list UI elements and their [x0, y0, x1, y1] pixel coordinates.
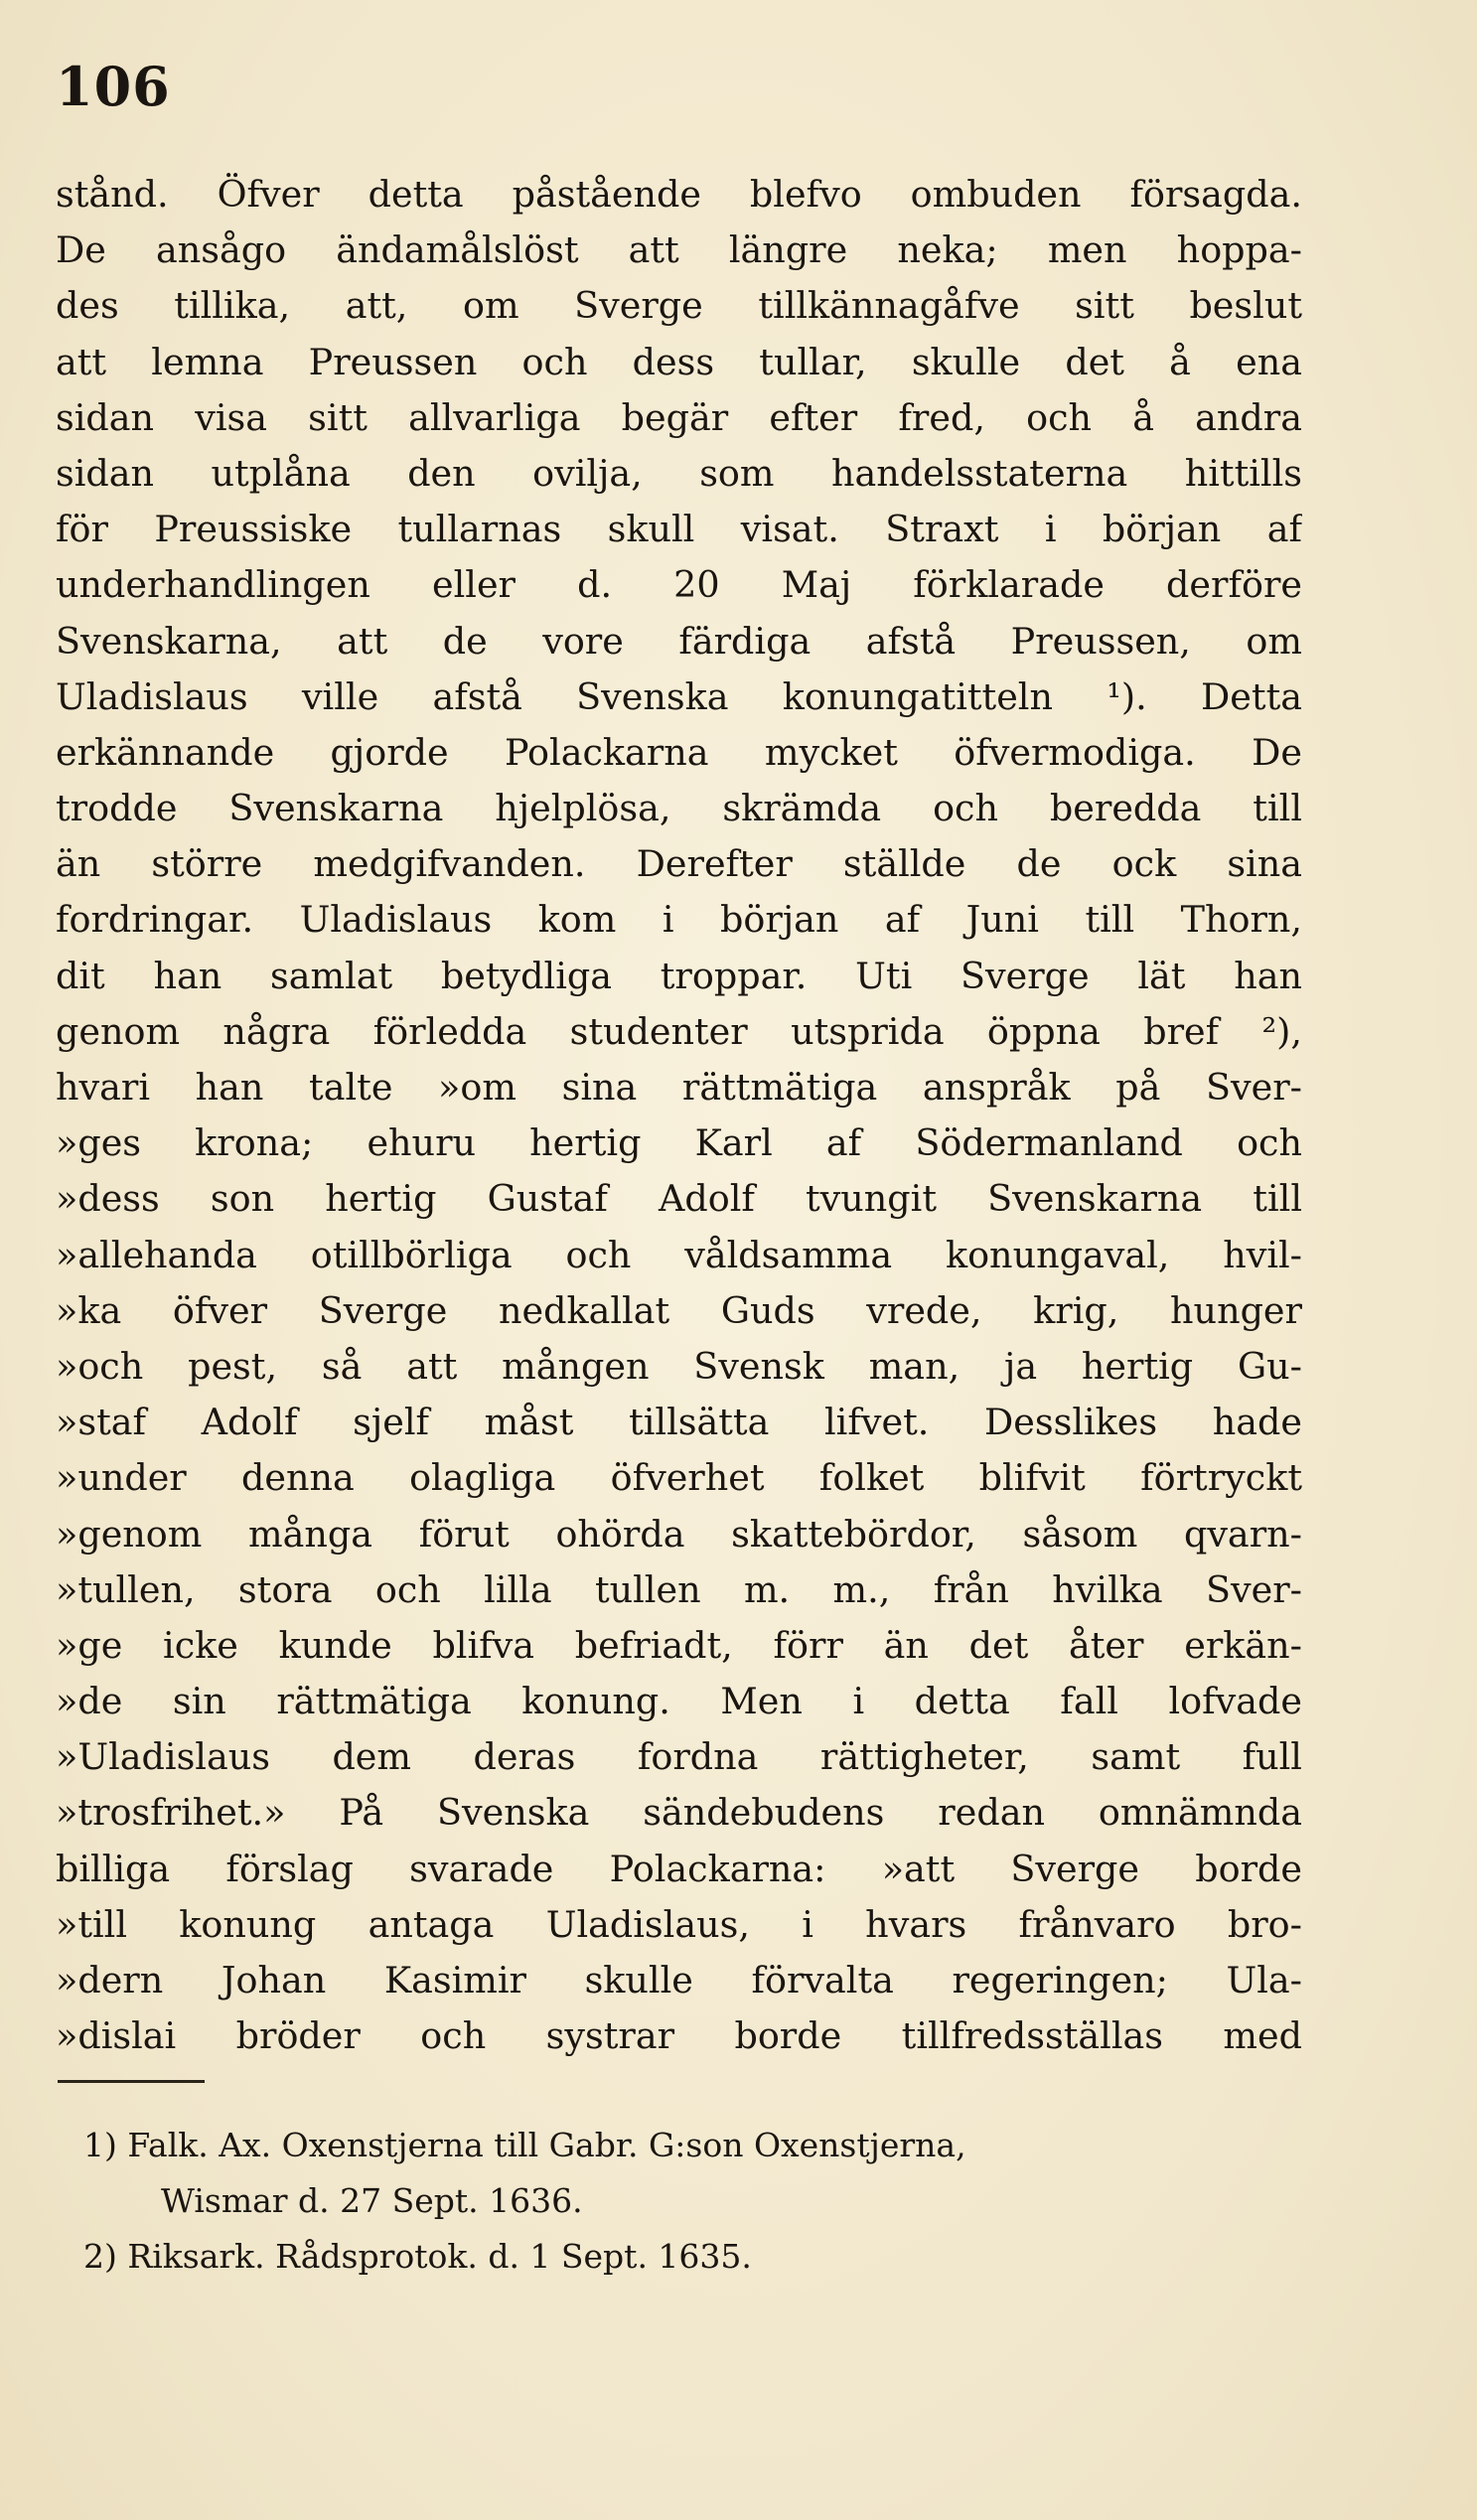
text-line: erkännande gjorde Polackarna mycket öfvermodiga. De	[56, 730, 1302, 774]
text-line: »ges krona; ehuru hertig Karl af Södermanland och	[56, 1121, 1302, 1165]
text-line: Uladislaus ville afstå Svenska konungatitteln ¹). Detta	[56, 674, 1302, 718]
footnote-2: 2) Riksark. Rådsprotok. d. 1 Sept. 1635.	[83, 2237, 752, 2276]
text-line: genom några förledda studenter utsprida öppna bref ²),	[56, 1009, 1302, 1053]
text-line: billiga förslag svarade Polackarna: »att Sverge borde	[56, 1847, 1302, 1890]
text-line: »och pest, så att mången Svensk man, ja hertig Gu-	[56, 1344, 1302, 1388]
footnote-1: 1) Falk. Ax. Oxenstjerna till Gabr. G:son Oxenstjerna,	[83, 2126, 966, 2164]
text-line: att lemna Preussen och dess tullar, skulle det å ena	[56, 340, 1302, 383]
text-line: Svenskarna, att de vore färdiga afstå Preussen, om	[56, 619, 1302, 663]
text-line: »trosfrihet.» På Svenska sändebudens redan omnämnda	[56, 1791, 1302, 1835]
text-line: fordringar. Uladislaus kom i början af Juni till Thorn,	[56, 898, 1302, 942]
text-line: »Uladislaus dem deras fordna rättigheter, samt full	[56, 1735, 1302, 1779]
text-line: dit han samlat betydliga troppar. Uti Sverge lät han	[56, 954, 1302, 997]
text-line: »tullen, stora och lilla tullen m. m., från hvilka Sver-	[56, 1567, 1302, 1611]
text-line: underhandlingen eller d. 20 Maj förklarade derföre	[56, 563, 1302, 607]
text-line: des tillika, att, om Sverge tillkännagåfve sitt beslut	[56, 284, 1302, 328]
page-number: 106	[56, 55, 171, 118]
text-line: »under denna olagliga öfverhet folket blifvit förtryckt	[56, 1456, 1302, 1500]
text-line: för Preussiske tullarnas skull visat. Straxt i början af	[56, 508, 1302, 551]
text-line: »till konung antaga Uladislaus, i hvars frånvaro bro-	[56, 1902, 1302, 1946]
text-line: stånd. Öfver detta påstående blefvo ombuden försagda.	[56, 173, 1302, 216]
text-line: trodde Svenskarna hjelplösa, skrämda och beredda till	[56, 787, 1302, 830]
text-line: »ka öfver Sverge nedkallat Guds vrede, krig, hunger	[56, 1288, 1302, 1332]
text-line: »genom många förut ohörda skattebördor, såsom qvarn-	[56, 1512, 1302, 1556]
text-line: »de sin rättmätiga konung. Men i detta fall lofvade	[56, 1680, 1302, 1723]
text-line: »staf Adolf sjelf måst tillsätta lifvet. Desslikes hade	[56, 1401, 1302, 1444]
body-text	[56, 167, 1302, 2064]
footnote-1-continuation: Wismar d. 27 Sept. 1636.	[161, 2181, 583, 2220]
text-line: sidan utplåna den ovilja, som handelsstaterna hittills	[56, 451, 1302, 495]
text-line: hvari han talte »om sina rättmätiga anspråk på Sver-	[56, 1066, 1302, 1109]
text-line: »dess son hertig Gustaf Adolf tvungit Svenskarna till	[56, 1177, 1302, 1221]
text-line: sidan visa sitt allvarliga begär efter fred, och å andra	[56, 395, 1302, 439]
text-line: »dern Johan Kasimir skulle förvalta regeringen; Ula-	[56, 1959, 1302, 2001]
text-line: än större medgifvanden. Derefter ställde de ock sina	[56, 842, 1302, 886]
footnotes	[83, 2118, 1305, 2285]
text-line: De ansågo ändamålslöst att längre neka; men hoppa-	[56, 228, 1302, 272]
text-line: »ge icke kunde blifva befriadt, förr än det åter erkän-	[56, 1623, 1302, 1667]
text-line: »allehanda otillbörliga och våldsamma konungaval, hvil-	[56, 1233, 1302, 1276]
footnote-divider	[58, 2080, 205, 2083]
text-line: »dislai bröder och systrar borde tillfredsställas med	[56, 2014, 1302, 2058]
